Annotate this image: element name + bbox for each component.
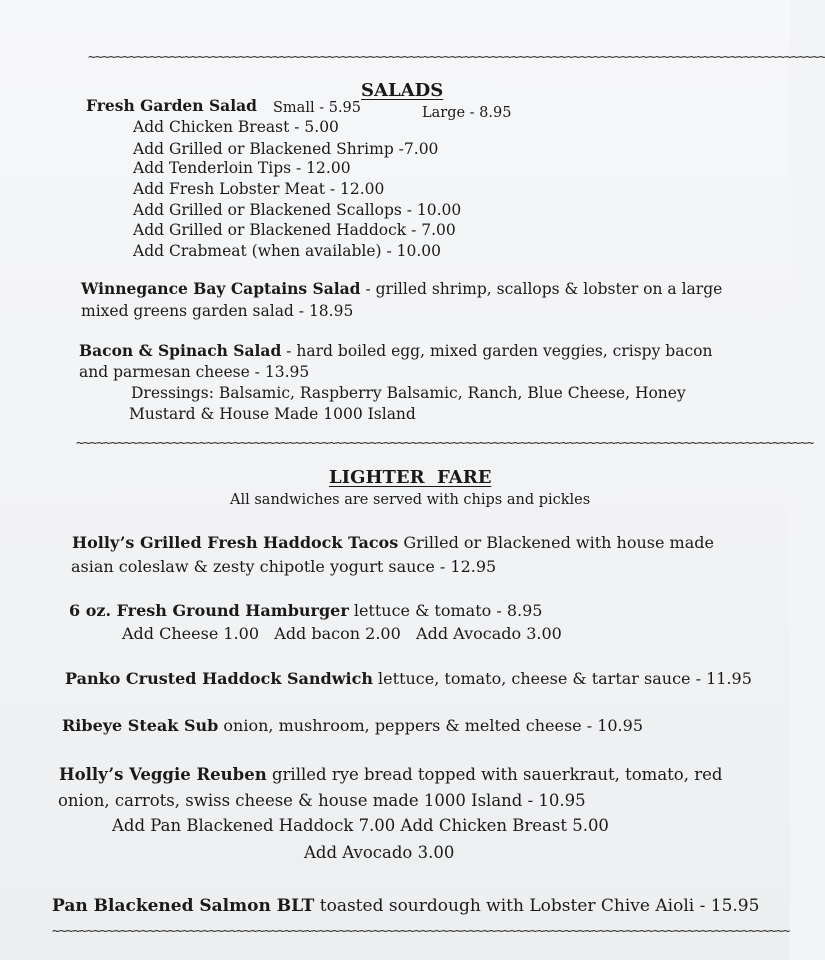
burger-addons: Add Cheese 1.00 Add bacon 2.00 Add Avocado 3.00: [122, 624, 562, 643]
garden-addon: Add Grilled or Blackened Shrimp -7.00: [133, 140, 439, 158]
salmon-name: Pan Blackened Salmon BLT: [52, 896, 315, 916]
tacos-desc: Grilled or Blackened with house made: [398, 533, 714, 552]
burger-name: 6 oz. Fresh Ground Hamburger: [69, 601, 349, 620]
garden-salad-name: Fresh Garden Salad: [86, 96, 257, 115]
lighter-fare-note: All sandwiches are served with chips and pickles: [230, 492, 591, 508]
tacos-line2: asian coleslaw & zesty chipotle yogurt sauce - 12.95: [71, 557, 497, 576]
garden-salad-large-price: Large - 8.95: [422, 105, 512, 121]
garden-addon: Add Tenderloin Tips - 12.00: [133, 159, 351, 177]
panko-name: Panko Crusted Haddock Sandwich: [65, 669, 373, 688]
tacos-line1: [72, 533, 714, 553]
captains-salad-line2: mixed greens garden salad - 18.95: [81, 302, 354, 320]
garden-addon: Add Grilled or Blackened Haddock - 7.00: [133, 221, 456, 239]
captains-salad-desc: - grilled shrimp, scallops & lobster on a large: [360, 280, 723, 298]
ribeye-line: [62, 716, 643, 736]
burger-desc: lettuce & tomato - 8.95: [348, 601, 543, 620]
garden-addon: Add Grilled or Blackened Scallops - 10.00: [133, 201, 462, 219]
garden-addon: Add Fresh Lobster Meat - 12.00: [133, 180, 385, 198]
salads-heading: SALADS: [361, 80, 444, 101]
reuben-line2: onion, carrots, swiss cheese & house made 1000 Island - 10.95: [58, 791, 586, 810]
garden-addon: Add Crabmeat (when available) - 10.00: [133, 242, 442, 260]
ribeye-name: Ribeye Steak Sub: [62, 716, 219, 735]
panko-desc: lettuce, tomato, cheese & tartar sauce - 11.95: [372, 669, 752, 688]
ribeye-desc: onion, mushroom, peppers & melted cheese - 10.95: [218, 716, 643, 735]
divider-bottom: ~~~~~~~~~~~~~~~~~~~~~~~~~~~~~~~~~~~~~~~~~~~~~~~~~~~~~~~~~~~~~~~~~~~~~~~~~~~~~~~~~~~~~~~~~~~~~~~~~~~~~~~~~~~~: [52, 924, 790, 939]
bacon-salad-desc: - hard boiled egg, mixed garden veggies, crispy bacon: [281, 342, 713, 360]
bacon-salad-name: Bacon & Spinach Salad: [79, 341, 282, 360]
lighter-fare-heading: LIGHTER FARE: [329, 467, 492, 488]
captains-salad-line1: [81, 279, 722, 299]
reuben-line1: [59, 765, 722, 785]
salmon-line: [52, 896, 759, 916]
dressings-line1: Dressings: Balsamic, Raspberry Balsamic, Ranch, Blue Cheese, Honey: [131, 384, 686, 402]
burger-line1: [69, 601, 542, 621]
garden-salad-small-price: Small - 5.95: [273, 100, 362, 116]
bacon-salad-line1: [79, 341, 712, 361]
salmon-desc: toasted sourdough with Lobster Chive Aioli - 15.95: [314, 896, 760, 916]
reuben-name: Holly’s Veggie Reuben: [59, 765, 267, 784]
panko-line: [65, 669, 752, 689]
reuben-addons2: Add Avocado 3.00: [304, 843, 455, 862]
captains-salad-name: Winnegance Bay Captains Salad: [81, 279, 361, 298]
bacon-salad-line2: and parmesan cheese - 13.95: [79, 363, 310, 381]
divider-top: ~~~~~~~~~~~~~~~~~~~~~~~~~~~~~~~~~~~~~~~~~~~~~~~~~~~~~~~~~~~~~~~~~~~~~~~~~~~~~~~~~~~~~~~~~~~~~~~~~~~~~~~~~~~~: [88, 50, 825, 65]
garden-addon: Add Chicken Breast - 5.00: [133, 118, 339, 136]
dressings-line2: Mustard & House Made 1000 Island: [129, 405, 416, 423]
divider-middle: ~~~~~~~~~~~~~~~~~~~~~~~~~~~~~~~~~~~~~~~~~~~~~~~~~~~~~~~~~~~~~~~~~~~~~~~~~~~~~~~~~~~~~~~~~~~~~~~~~~~~~~~~~~~~: [76, 436, 814, 451]
tacos-name: Holly’s Grilled Fresh Haddock Tacos: [72, 533, 399, 552]
reuben-desc: grilled rye bread topped with sauerkraut, tomato, red: [266, 765, 723, 784]
reuben-addons1: Add Pan Blackened Haddock 7.00 Add Chicken Breast 5.00: [112, 816, 609, 835]
